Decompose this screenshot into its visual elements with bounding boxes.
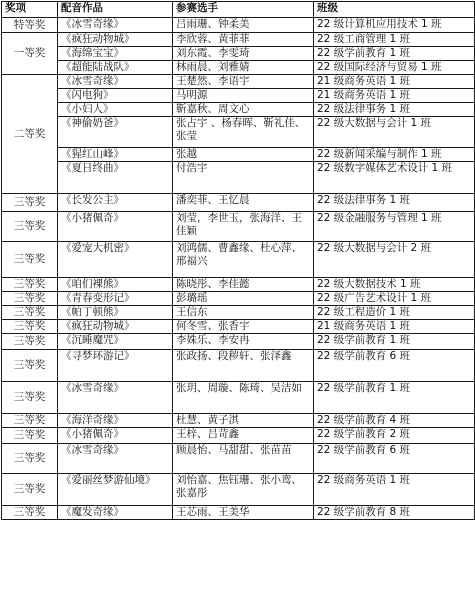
players-cell: 潘奕菲、王忆晨 (173, 194, 314, 212)
players-cell: 王信东 (173, 306, 314, 320)
award-cell: 二等奖 (2, 75, 58, 194)
table-row (2, 306, 475, 320)
class-cell: 22 级法律事务 1 班 (314, 103, 475, 117)
class-cell: 22 级金融服务与管理 1 班 (314, 212, 475, 242)
table-row (2, 414, 475, 428)
award-cell: 三等奖 (2, 306, 58, 320)
table-row (2, 162, 475, 194)
table-row (2, 382, 475, 414)
work-cell: 《疯狂动物城》 (58, 33, 173, 47)
work-cell: 《夏日终曲》 (58, 162, 173, 194)
header-class: 班级 (314, 2, 475, 18)
work-cell: 《冰雪奇缘》 (58, 382, 173, 414)
work-cell: 《海洋奇缘》 (58, 414, 173, 428)
table-row (2, 320, 475, 334)
class-cell: 22 级学前教育 6 班 (314, 350, 475, 382)
players-cell: 林雨晨、刘雅婧 (173, 61, 314, 75)
table-row (2, 18, 475, 33)
class-cell: 22 级大数据与会计 2 班 (314, 242, 475, 278)
award-cell: 三等奖 (2, 194, 58, 212)
work-cell: 《冰雪奇缘》 (58, 75, 173, 89)
table-row (2, 194, 475, 212)
table-row (2, 242, 475, 278)
award-cell: 三等奖 (2, 334, 58, 350)
table-row (2, 506, 475, 520)
players-cell: 张占宇 、杨春晖、靳礼佳、张莹 (173, 117, 314, 148)
players-cell: 刘鸿儒、曹鑫缘、杜心萍、邢福兴 (173, 242, 314, 278)
table-row (2, 444, 475, 474)
table-row (2, 350, 475, 382)
award-cell: 三等奖 (2, 474, 58, 506)
table-row (2, 292, 475, 306)
header-work: 配音作品 (58, 2, 173, 18)
work-cell: 《爱丽丝梦游仙境》 (58, 474, 173, 506)
table-row (2, 212, 475, 242)
work-cell: 《帕丁顿熊》 (58, 306, 173, 320)
work-cell: 《神偷奶爸》 (58, 117, 173, 148)
class-cell: 22 级商务英语 1 班 (314, 474, 475, 506)
class-cell: 22 级学前教育 1 班 (314, 382, 475, 414)
work-cell: 《冰雪奇缘》 (58, 444, 173, 474)
award-cell: 三等奖 (2, 278, 58, 292)
table-row (2, 148, 475, 162)
players-cell: 顾晨怡、马甜甜、张苗苗 (173, 444, 314, 474)
players-cell: 何冬雪、张香宇 (173, 320, 314, 334)
class-cell: 22 级新闻采编与制作 1 班 (314, 148, 475, 162)
players-cell: 张越 (173, 148, 314, 162)
table-row (2, 89, 475, 103)
award-cell: 三等奖 (2, 444, 58, 474)
award-cell: 三等奖 (2, 350, 58, 382)
players-cell: 王芯雨、王美华 (173, 506, 314, 520)
award-cell: 三等奖 (2, 212, 58, 242)
players-cell: 付浩宇 (173, 162, 314, 194)
work-cell: 《沉睡魔咒》 (58, 334, 173, 350)
award-cell: 三等奖 (2, 414, 58, 428)
class-cell: 22 级学前教育 6 班 (314, 444, 475, 474)
class-cell: 22 级学前教育 2 班 (314, 428, 475, 444)
players-cell: 彭璐瑶 (173, 292, 314, 306)
class-cell: 22 级学前教育 1 班 (314, 47, 475, 61)
table-row (2, 103, 475, 117)
class-cell: 22 级工商管理 1 班 (314, 33, 475, 47)
award-cell: 一等奖 (2, 33, 58, 75)
table-row (2, 61, 475, 75)
table-body (2, 18, 475, 520)
award-cell: 特等奖 (2, 18, 58, 33)
players-cell: 刘莹，李世玉，张海洋、王佳颖 (173, 212, 314, 242)
work-cell: 《海绵宝宝》 (58, 47, 173, 61)
players-cell: 杜慧、黄子淇 (173, 414, 314, 428)
work-cell: 《猩红山峰》 (58, 148, 173, 162)
work-cell: 《长发公主》 (58, 194, 173, 212)
award-cell: 三等奖 (2, 506, 58, 520)
work-cell: 《小妇人》 (58, 103, 173, 117)
players-cell: 王梓、吕苛鑫 (173, 428, 314, 444)
players-cell: 张玥、周璇、陈琦、吴洁如 (173, 382, 314, 414)
class-cell: 21 级商务英语 1 班 (314, 89, 475, 103)
table-row (2, 75, 475, 89)
class-cell: 21 级商务英语 1 班 (314, 75, 475, 89)
class-cell: 22 级大数据与会计 1 班 (314, 117, 475, 148)
header-row (2, 2, 475, 18)
class-cell: 22 级计算机应用技术 1 班 (314, 18, 475, 33)
work-cell: 《冰雪奇缘》 (58, 18, 173, 33)
work-cell: 《疯狂动物城》 (58, 320, 173, 334)
award-cell: 三等奖 (2, 320, 58, 334)
award-cell: 三等奖 (2, 428, 58, 444)
work-cell: 《闪电狗》 (58, 89, 173, 103)
work-cell: 《小猪佩奇》 (58, 428, 173, 444)
class-cell: 22 级学前教育 8 班 (314, 506, 475, 520)
class-cell: 22 级广告艺术设计 1 班 (314, 292, 475, 306)
work-cell: 《魔发奇缘》 (58, 506, 173, 520)
class-cell: 22 级学前教育 4 班 (314, 414, 475, 428)
players-cell: 陈晓彤、李佳懿 (173, 278, 314, 292)
class-cell: 22 级法律事务 1 班 (314, 194, 475, 212)
table-row (2, 47, 475, 61)
award-cell: 三等奖 (2, 242, 58, 278)
awards-table (1, 1, 475, 520)
players-cell: 李欣蓉、黄菲菲 (173, 33, 314, 47)
work-cell: 《小猪佩奇》 (58, 212, 173, 242)
players-cell: 刘怡嘉、焦钰珊、张小鸾、张嘉彤 (173, 474, 314, 506)
class-cell: 22 级大数据技术 1 班 (314, 278, 475, 292)
work-cell: 《寻梦环游记》 (58, 350, 173, 382)
players-cell: 吕雨珊、钟柔美 (173, 18, 314, 33)
table-row (2, 117, 475, 148)
players-cell: 李姝乐、李安冉 (173, 334, 314, 350)
class-cell: 22 级国际经济与贸易 1 班 (314, 61, 475, 75)
table-row (2, 428, 475, 444)
header-award: 奖项 (2, 2, 58, 18)
work-cell: 《咱们裸熊》 (58, 278, 173, 292)
header-players: 参赛选手 (173, 2, 314, 18)
players-cell: 马明源 (173, 89, 314, 103)
table-row (2, 474, 475, 506)
table-row (2, 334, 475, 350)
class-cell: 22 级工程造价 1 班 (314, 306, 475, 320)
players-cell: 刘东霞、李雯琦 (173, 47, 314, 61)
work-cell: 《超能陆战队》 (58, 61, 173, 75)
players-cell: 王楚然、李语宇 (173, 75, 314, 89)
award-cell: 三等奖 (2, 382, 58, 414)
players-cell: 靳嘉秋、周文心 (173, 103, 314, 117)
class-cell: 22 级数字媒体艺术设计 1 班 (314, 162, 475, 194)
work-cell: 《爱宠大机密》 (58, 242, 173, 278)
table-row (2, 33, 475, 47)
table-row (2, 278, 475, 292)
work-cell: 《青春变形记》 (58, 292, 173, 306)
award-cell: 三等奖 (2, 292, 58, 306)
class-cell: 21 级商务英语 1 班 (314, 320, 475, 334)
players-cell: 张政扬、段秽轩、张泽鑫 (173, 350, 314, 382)
class-cell: 22 级学前教育 1 班 (314, 334, 475, 350)
